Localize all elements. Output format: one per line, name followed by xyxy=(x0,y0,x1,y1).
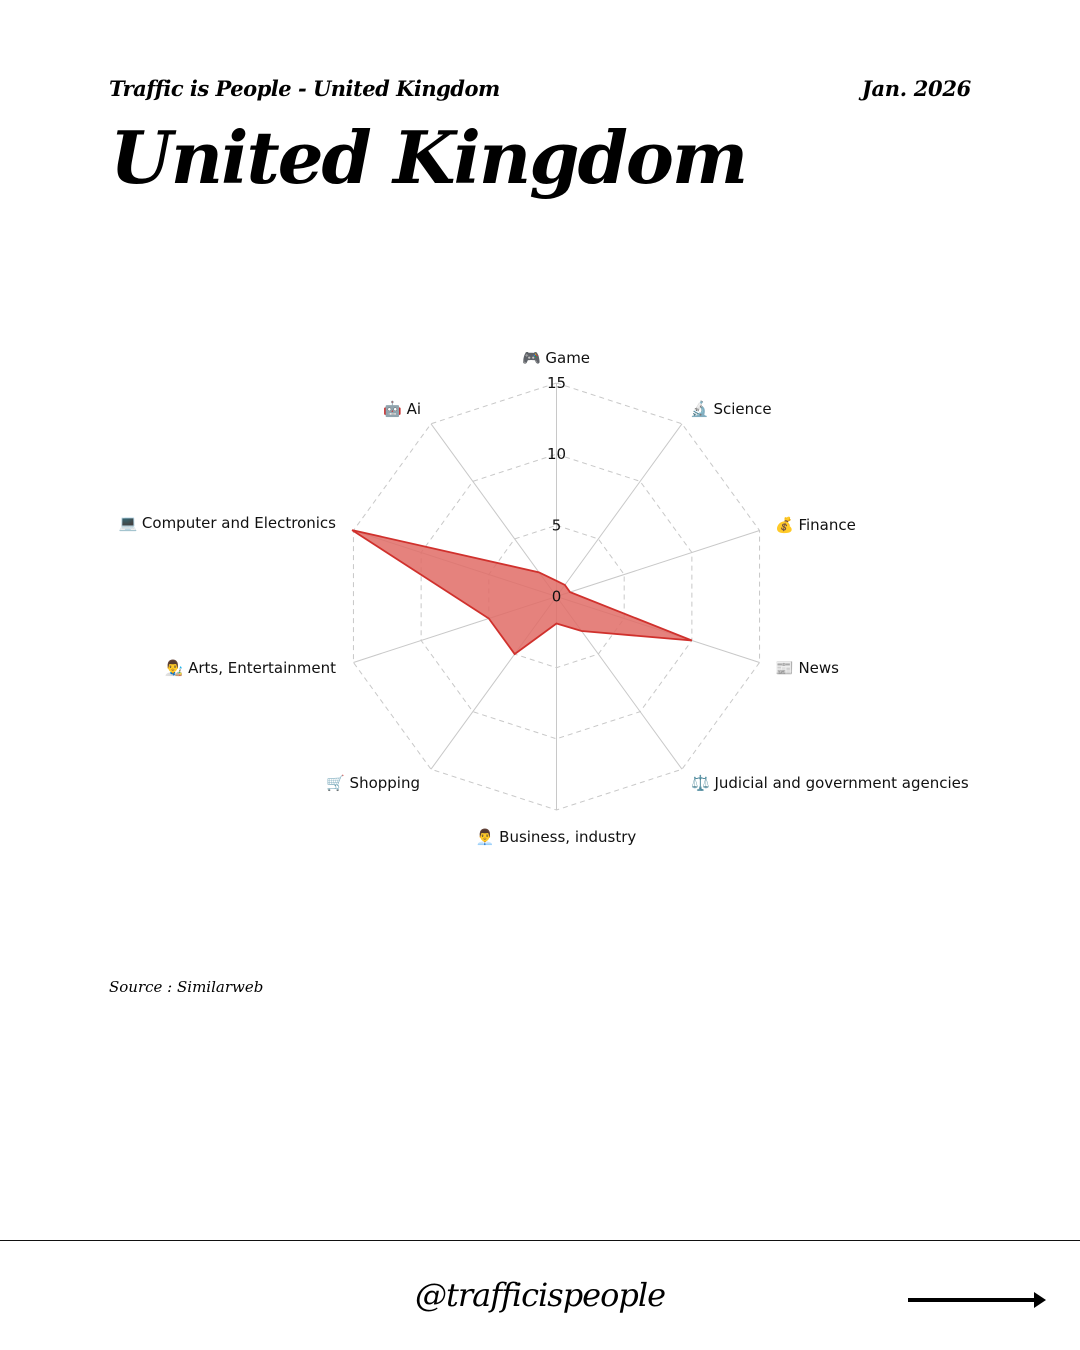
footer-divider xyxy=(0,1240,1080,1241)
grid-spoke xyxy=(557,424,682,597)
axis-label: 👨‍🎨 Arts, Entertainment xyxy=(164,659,336,677)
axis-label: 🔬 Science xyxy=(690,400,772,418)
axis-label: 🎮 Game xyxy=(521,349,591,367)
axis-label: 📰 News xyxy=(775,659,839,677)
axis-label: 💰 Finance xyxy=(775,516,856,534)
page-title: United Kingdom xyxy=(110,115,747,200)
grid-spoke xyxy=(557,531,760,597)
page-subtitle: Traffic is People - United Kingdom xyxy=(109,76,500,101)
radial-tick-label: 15 xyxy=(546,374,567,392)
axis-label: 🤖 Ai xyxy=(383,400,421,418)
date-label: Jan. 2026 xyxy=(861,76,971,101)
social-handle: @trafficispeople xyxy=(414,1276,666,1314)
radial-tick-label: 0 xyxy=(551,587,562,606)
radial-tick-label: 10 xyxy=(546,445,567,464)
radial-tick-label: 5 xyxy=(551,516,562,535)
right-arrow-icon[interactable] xyxy=(908,1288,1048,1312)
axis-label: 💻 Computer and Electronics xyxy=(118,514,336,532)
axis-label: 👨‍💼 Business, industry xyxy=(475,828,637,846)
source-note: Source : Similarweb xyxy=(109,978,264,996)
axis-label: ⚖️ Judicial and government agencies xyxy=(691,774,969,792)
axis-label: 🛒 Shopping xyxy=(326,774,420,792)
